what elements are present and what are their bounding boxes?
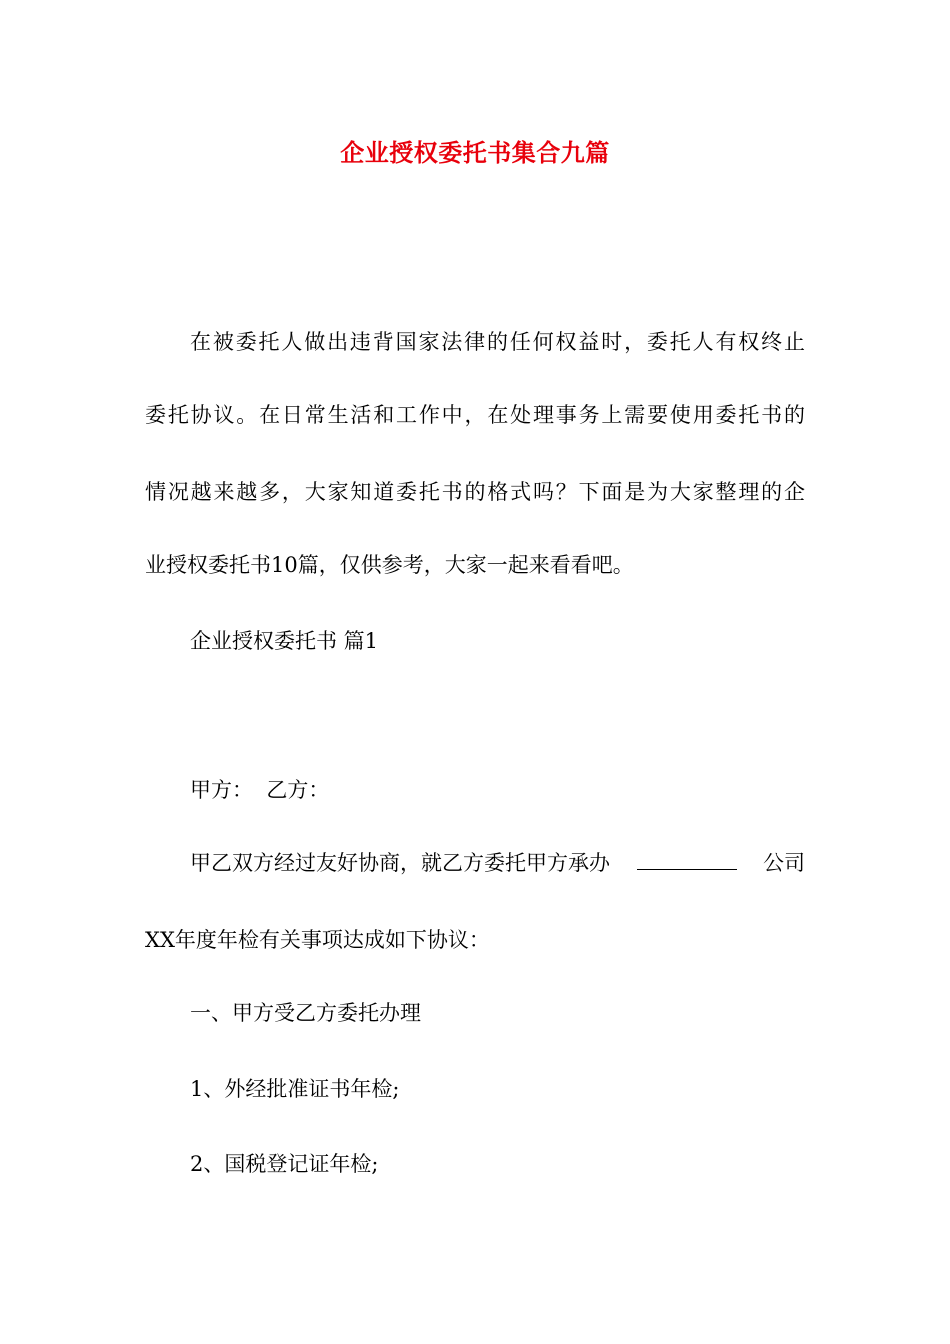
section-heading: 企业授权委托书 篇1 xyxy=(190,629,379,653)
intro-line-3: 情况越来越多，大家知道委托书的格式吗？下面是为大家整理的企 xyxy=(145,480,805,504)
item-1: 1、外经批准证书年检; xyxy=(190,1077,400,1101)
item-2: 2、国税登记证年检; xyxy=(190,1152,379,1176)
agreement-text-before-blank: 甲乙双方经过友好协商，就乙方委托甲方承办 xyxy=(190,851,610,875)
parties-line: 甲方： 乙方： xyxy=(190,778,330,802)
items-heading: 一、甲方受乙方委托办理 xyxy=(190,1001,421,1025)
company-name-blank[interactable] xyxy=(637,851,737,870)
intro-line-2: 委托协议。在日常生活和工作中，在处理事务上需要使用委托书的 xyxy=(145,403,805,427)
agreement-text-after-blank: 公司 xyxy=(763,851,805,875)
intro-line-1: 在被委托人做出违背国家法律的任何权益时，委托人有权终止 xyxy=(190,330,805,354)
agreement-line-2: XX年度年检有关事项达成如下协议： xyxy=(145,928,490,952)
agreement-line-1 xyxy=(190,848,805,878)
intro-line-4: 业授权委托书10篇，仅供参考，大家一起来看看吧。 xyxy=(145,553,634,577)
document-title: 企业授权委托书集合九篇 xyxy=(340,138,610,167)
